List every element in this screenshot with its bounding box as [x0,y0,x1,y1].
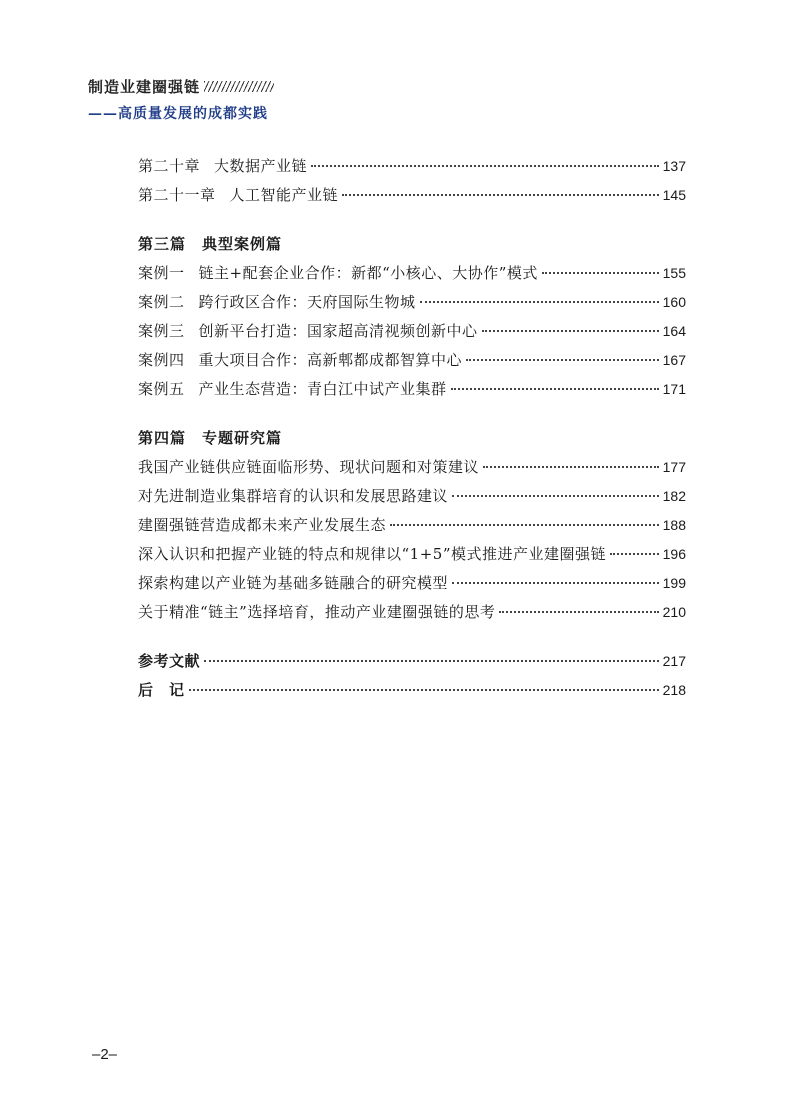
toc-entry[interactable] [138,598,686,627]
toc-entry[interactable] [138,288,686,317]
dot-leader [311,165,659,167]
entry-page-number: 199 [662,575,686,591]
dot-leader [189,689,659,691]
entry-label [138,288,416,317]
entry-page-number: 182 [662,488,686,504]
toc-entry[interactable] [138,676,686,705]
entry-title: 产业生态营造：青白江中试产业集群 [198,380,447,398]
toc-entry[interactable] [138,453,686,482]
entry-label [138,453,479,482]
entry-title: 创新平台打造：国家超高清视频创新中心 [198,322,478,340]
entry-title: 后 记 [138,681,185,699]
entry-title: 探索构建以产业链为基础多链融合的研究模型 [138,574,449,592]
toc-entry[interactable] [138,181,686,210]
entry-label [138,152,307,181]
entry-label [138,540,606,569]
dot-leader [204,660,659,662]
toc-section [138,230,686,404]
book-title-row [88,76,274,97]
hatch-ornament [204,81,274,92]
entry-label [138,375,447,404]
entry-prefix: 案例一 [138,264,185,282]
dot-leader [466,359,659,361]
entry-title: 我国产业链供应链面临形势、现状问题和对策建议 [138,458,480,476]
toc-entry[interactable] [138,540,686,569]
entry-prefix: 第二十章 [138,157,201,175]
dot-leader [420,301,659,303]
entry-page-number: 171 [662,381,686,397]
toc-entry[interactable] [138,569,686,598]
entry-prefix: 案例五 [138,380,185,398]
entry-page-number: 196 [662,546,686,562]
entry-title: 关于精准“链主”选择培育，推动产业建圈强链的思考 [138,603,496,621]
entry-prefix: 第二十一章 [138,186,216,204]
entry-page-number: 155 [662,265,686,281]
dot-leader [452,582,659,584]
entry-page-number: 218 [662,682,686,698]
toc-entry[interactable] [138,647,686,676]
toc-section [138,647,686,705]
section-title: 第三篇 典型案例篇 [138,235,283,253]
entry-label [138,346,462,375]
entry-page-number: 188 [662,517,686,533]
entry-title: 链主+配套企业合作：新都“小核心、大协作”模式 [198,264,538,282]
dot-leader [342,194,659,196]
entry-page-number: 160 [662,294,686,310]
toc-entry[interactable] [138,511,686,540]
toc-section [138,152,686,210]
dot-leader [452,495,659,497]
toc-section [138,424,686,627]
dot-leader [610,553,659,555]
entry-label [138,259,538,288]
entry-title: 重大项目合作：高新郫都成都智算中心 [198,351,463,369]
entry-label [138,181,338,210]
dot-leader [482,330,659,332]
dot-leader [451,388,659,390]
entry-page-number: 137 [662,158,686,174]
toc-entry[interactable] [138,375,686,404]
entry-label [138,511,386,540]
entry-page-number: 167 [662,352,686,368]
entry-page-number: 145 [662,187,686,203]
entry-label [138,569,448,598]
entry-label [138,317,478,346]
dot-leader [483,466,659,468]
entry-title: 建圈强链营造成都未来产业发展生态 [138,516,387,534]
section-title: 第四篇 专题研究篇 [138,429,283,447]
toc-entry[interactable] [138,346,686,375]
entry-page-number: 217 [662,653,686,669]
toc-entry[interactable] [138,259,686,288]
entry-label [138,598,495,627]
dot-leader [542,272,659,274]
entry-prefix: 案例二 [138,293,185,311]
entry-title: 深入认识和把握产业链的特点和规律以“1+5”模式推进产业建圈强链 [138,545,606,563]
toc-entry[interactable] [138,317,686,346]
book-title: 制造业建圈强链 [88,78,201,96]
toc-entry[interactable] [138,482,686,511]
entry-title: 大数据产业链 [214,157,308,175]
entry-page-number: 210 [662,604,686,620]
entry-label [138,482,448,511]
dot-leader [390,524,659,526]
page-number: –2– [92,1046,118,1063]
entry-label [138,647,200,676]
entry-title: 参考文献 [138,652,201,670]
toc-entry[interactable] [138,152,686,181]
entry-title: 跨行政区合作：天府国际生物城 [198,293,416,311]
entry-label [138,676,185,705]
running-header [88,76,274,123]
table-of-contents [138,152,686,725]
entry-prefix: 案例三 [138,322,185,340]
entry-prefix: 案例四 [138,351,185,369]
book-subtitle: ——高质量发展的成都实践 [88,106,268,122]
entry-page-number: 164 [662,323,686,339]
dot-leader [499,611,658,613]
entry-page-number: 177 [662,459,686,475]
entry-title: 人工智能产业链 [229,186,339,204]
entry-title: 对先进制造业集群培育的认识和发展思路建议 [138,487,449,505]
